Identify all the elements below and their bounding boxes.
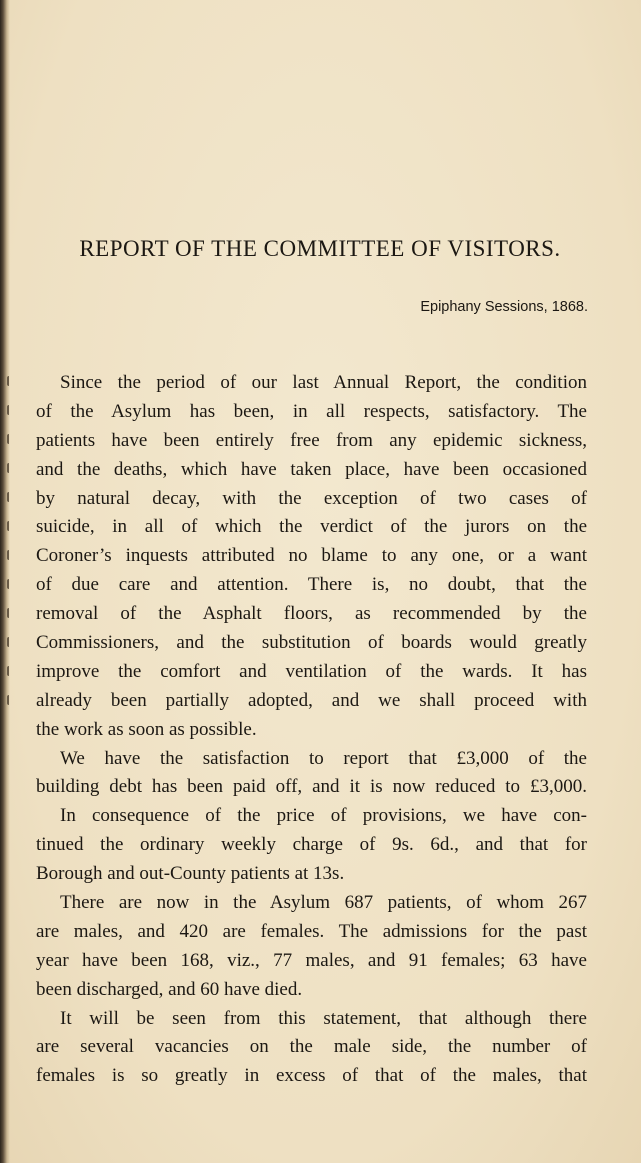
text-line: It will be seen from this statement, that although there [60,1007,587,1029]
text-line: building debt has been paid off, and it is now reduced to £3,000. [36,776,587,798]
report-title: REPORT OF THE COMMITTEE OF VISITORS. [79,236,561,261]
text-line: Commissioners, and the substitution of boards would greatly [36,632,587,654]
text-line: and the deaths, which have taken place, have been occasioned [36,458,587,480]
text-line: There are now in the Asylum 687 patients, of whom 267 [60,892,587,914]
text-line: tinued the ordinary weekly charge of 9s. 6d., and that for [36,834,587,856]
text-line: Coroner’s inquests attributed no blame to any one, or a want [36,545,587,567]
text-line: Borough and out-County patients at 13s. [36,863,345,885]
text-line: patients have been entirely free from any epidemic sickness, [36,429,587,451]
text-line: are several vacancies on the male side, the number of [36,1036,587,1058]
gutter-marks [7,372,13,732]
text-line: We have the satisfaction to report that £3,000 of the [60,747,587,769]
text-line: of due care and attention. There is, no doubt, that the [36,574,587,596]
text-line: the work as soon as possible. [36,718,257,740]
text-line: suicide, in all of which the verdict of the jurors on the [36,516,587,538]
text-line: females is so greatly in excess of that of the males, that [36,1065,587,1087]
text-line: removal of the Asphalt floors, as recommended by the [36,603,587,625]
session-date: Epiphany Sessions, 1868. [420,299,588,315]
text-line: improve the comfort and ventilation of the wards. It has [36,660,587,682]
report-body [36,369,587,1091]
text-line: by natural decay, with the exception of two cases of [36,487,587,509]
text-line: In consequence of the price of provisions, we have con- [60,805,587,827]
text-line: of the Asylum has been, in all respects, satisfactory. The [36,400,587,422]
text-line: year have been 168, viz., 77 males, and 91 females; 63 have [36,949,587,971]
text-line: are males, and 420 are females. The admissions for the past [36,920,587,942]
text-line: already been partially adopted, and we shall proceed with [36,689,587,711]
text-line: been discharged, and 60 have died. [36,978,303,1000]
text-line: Since the period of our last Annual Report, the condition [60,372,587,393]
